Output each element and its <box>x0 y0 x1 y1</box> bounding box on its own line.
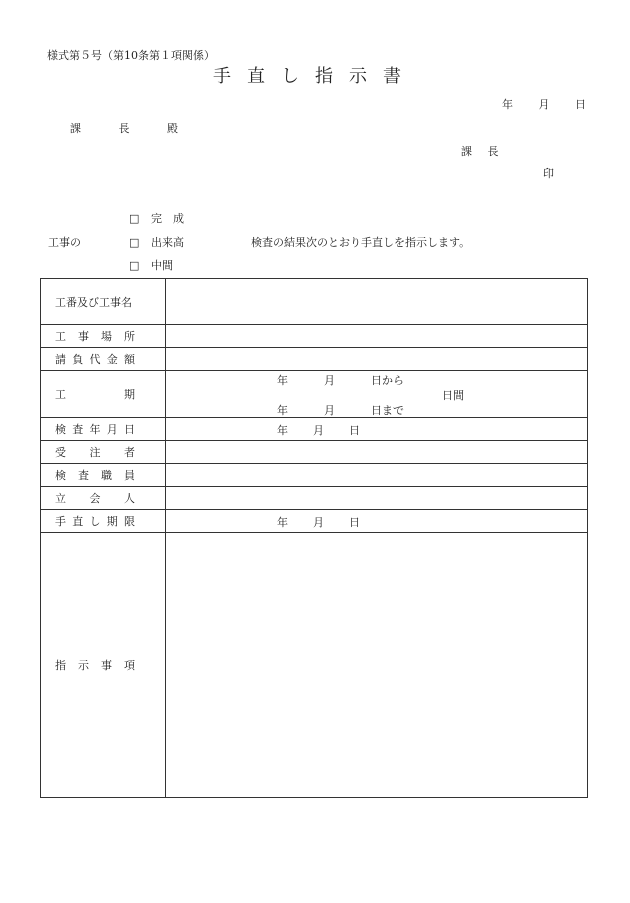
period-end: 年 月 日まで <box>277 404 404 417</box>
table-row <box>41 418 588 441</box>
option-progress <box>129 234 184 250</box>
witness-field[interactable] <box>166 487 588 510</box>
table-row <box>41 441 588 464</box>
work-name-field[interactable] <box>166 279 588 325</box>
checkbox-interim[interactable]: □ <box>129 259 140 272</box>
row-label-contract-amount: 請負代金額 <box>41 348 166 371</box>
row-label-inspection-date: 検査年月日 <box>41 418 166 441</box>
period-days: 日間 <box>442 389 464 402</box>
inspector-field[interactable] <box>166 464 588 487</box>
row-label-witness: 立会人 <box>41 487 166 510</box>
period-start: 年 月 日から <box>277 374 404 387</box>
issue-date: 年 月 日 <box>502 98 586 111</box>
sender-title: 課 長 <box>461 145 499 158</box>
row-label-inspector: 検査職員 <box>41 464 166 487</box>
row-label-period: 工期 <box>41 371 166 418</box>
table-row <box>41 279 588 325</box>
option-progress-label: 出来高 <box>151 236 184 249</box>
seal-mark: 印 <box>543 167 554 180</box>
location-field[interactable] <box>166 325 588 348</box>
table-row <box>41 510 588 533</box>
table-row <box>41 464 588 487</box>
work-of-label: 工事の <box>48 236 81 249</box>
table-row <box>41 487 588 510</box>
deadline-date-parts: 年 月 日 <box>277 516 360 529</box>
contractor-field[interactable] <box>166 441 588 464</box>
row-label-contractor: 受注者 <box>41 441 166 464</box>
row-label-work-name: 工番及び工事名 <box>41 279 166 325</box>
table-row <box>41 325 588 348</box>
table-row <box>41 348 588 371</box>
table-row <box>41 371 588 418</box>
option-interim-label: 中間 <box>151 259 173 272</box>
row-label-location: 工事場所 <box>41 325 166 348</box>
instruction-text: 検査の結果次のとおり手直しを指示します。 <box>251 236 471 249</box>
period-field[interactable] <box>166 371 588 418</box>
checkbox-completion[interactable]: □ <box>129 212 140 225</box>
contract-amount-field[interactable] <box>166 348 588 371</box>
table-row <box>41 533 588 798</box>
instruction-table <box>40 278 588 798</box>
deadline-field[interactable] <box>166 510 588 533</box>
instructions-field[interactable] <box>166 533 588 798</box>
row-label-deadline: 手直し期限 <box>41 510 166 533</box>
option-interim <box>129 257 173 273</box>
row-label-instructions: 指示事項 <box>41 533 166 798</box>
checkbox-progress[interactable]: □ <box>129 236 140 249</box>
form-number: 様式第５号（第10条第１項関係） <box>47 49 215 62</box>
document-title: 手直し指示書 <box>213 66 417 87</box>
inspection-date-parts: 年 月 日 <box>277 424 360 437</box>
option-completion <box>129 210 184 226</box>
option-completion-label: 完 成 <box>151 212 184 225</box>
addressee: 課 長 殿 <box>70 122 178 135</box>
inspection-date-field[interactable] <box>166 418 588 441</box>
